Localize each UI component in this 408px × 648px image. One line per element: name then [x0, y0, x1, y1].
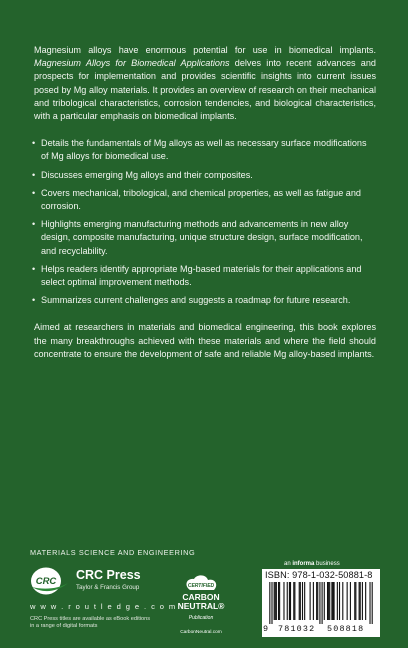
barcode-bar: [275, 582, 276, 620]
isbn-text: ISBN: 978-1-032-50881-8: [265, 570, 373, 580]
barcode-bar: [302, 582, 303, 620]
barcode-bar: [317, 582, 318, 620]
barcode-bar: [342, 582, 343, 620]
publisher-name: CRC Press: [76, 568, 141, 582]
barcode-bar: [362, 582, 363, 620]
publisher-url: w w w . r o u t l e d g e . c o m: [30, 602, 177, 611]
blurb: [34, 44, 376, 361]
crc-logo-icon: [30, 566, 70, 596]
barcode-bar: [369, 582, 370, 624]
list-item-text: Details the fundamentals of Mg alloys as well as necessary surface modifications of Mg alloys for biomedical use.: [41, 138, 367, 162]
list-item-text: Covers mechanical, tribological, and chemical properties, as well as fatigue and corrosion.: [41, 187, 361, 212]
barcode-bar: [365, 582, 366, 620]
bullet-dot: •: [32, 295, 36, 306]
barcode-bar: [322, 582, 323, 624]
barcode-digits-right: 508818: [327, 624, 365, 634]
barcode-bar: [350, 582, 351, 620]
barcode-bar: [355, 582, 356, 620]
list-item-text: Discusses emerging Mg alloys and their composites.: [41, 169, 253, 180]
list-item: [34, 294, 376, 307]
barcode-digits-left: 781032: [278, 624, 316, 634]
neutral-word: NEUTRAL®: [177, 601, 225, 611]
intro-lead: Magnesium alloys have enormous potential for use in biomedical implants.: [34, 45, 376, 55]
carbon-website: CarbonNeutral.com: [180, 630, 222, 635]
list-item: [34, 218, 376, 258]
barcode-bar: [332, 582, 333, 620]
barcode-bar: [278, 582, 279, 620]
barcode-bar: [354, 582, 355, 620]
carbon-word: CARBON: [182, 592, 220, 602]
subject-category: MATERIALS SCIENCE AND ENGINEERING: [30, 548, 196, 557]
intro-paragraph: [34, 44, 376, 123]
barcode-bar: [319, 582, 320, 624]
barcode-bar: [274, 582, 275, 620]
barcode-bar: [293, 582, 294, 620]
bullet-dot: •: [32, 169, 36, 180]
carbon-neutral-logo-icon: [160, 572, 242, 638]
list-item-text: Summarizes current challenges and suggests a roadmap for future research.: [41, 295, 351, 306]
barcode-bar: [294, 582, 295, 620]
barcode-bar: [276, 582, 277, 620]
ebook-note: CRC Press titles are available as eBook editions in a range of digital formats: [30, 616, 151, 630]
barcode-bar: [334, 582, 335, 620]
list-item: [34, 169, 376, 182]
bullet-dot: •: [32, 138, 36, 149]
list-item: [34, 137, 376, 163]
barcode-bar: [337, 582, 338, 620]
publisher-group: Taylor & Francis Group: [76, 584, 140, 591]
crc-logo-text: CRC: [35, 576, 57, 587]
barcode-bar: [329, 582, 330, 620]
barcode-bar: [324, 582, 325, 620]
barcode-bar: [310, 582, 311, 620]
barcode-bar: [313, 582, 314, 620]
barcode-bar: [287, 582, 288, 620]
barcode-bar: [299, 582, 300, 620]
barcode-bar: [360, 582, 361, 620]
barcode-bar: [331, 582, 332, 620]
intro-rest: delves into recent advances and prospects for implementation and provides scientific insights into current issues posed by Mg alloy materials. It provides an overview of research on their mechanical and tribological characteristics, corrosion tendencies, and biological characteristics, with a particular emphasis on biomedical implants.: [34, 58, 376, 122]
informa-prefix: an: [284, 561, 293, 567]
book-title: Magnesium Alloys for Biomedical Applications: [34, 58, 230, 69]
barcode-digit-lead: 9: [263, 624, 269, 634]
barcode-bar: [347, 582, 348, 620]
informa-brand: informa: [292, 561, 315, 567]
feature-list: [34, 137, 376, 307]
informa-suffix: business: [314, 561, 340, 567]
carbon-publication-text: Publication: [188, 615, 214, 621]
barcode-bar: [328, 582, 329, 620]
barcode-bars: [266, 582, 376, 624]
barcode-bar: [304, 582, 305, 620]
barcode-bar: [271, 582, 272, 624]
barcode-bar: [279, 582, 280, 620]
barcode-panel: [262, 569, 380, 637]
list-item: [34, 187, 376, 213]
barcode-bar: [327, 582, 328, 620]
barcode-bar: [372, 582, 373, 624]
list-item-text: Highlights emerging manufacturing methods and advancements in new alloy design, composite manufacturing, unique structure design, surface modification, and recyclability.: [41, 219, 363, 256]
carbon-certified-text: CERTIFIED: [187, 583, 215, 589]
list-item: [34, 263, 376, 289]
informa-business: [284, 561, 340, 567]
barcode-bar: [289, 582, 290, 620]
bullet-dot: •: [32, 263, 36, 274]
closing-paragraph: Aimed at researchers in materials and biomedical engineering, this book explores the many breakthroughs achieved with these materials and where the field should concentrate to ensure the development of safe and reliable Mg alloy-based implants.: [34, 322, 376, 359]
barcode-bar: [300, 582, 301, 620]
barcode-bar: [339, 582, 340, 620]
bullet-dot: •: [32, 187, 36, 198]
barcode-bar: [290, 582, 291, 620]
list-item-text: Helps readers identify appropriate Mg-based materials for their applications and select optimal improvement methods.: [41, 263, 362, 288]
bullet-dot: •: [32, 219, 36, 230]
barcode-bar: [283, 582, 284, 620]
barcode-bar: [316, 582, 317, 620]
barcode-bar: [359, 582, 360, 620]
barcode-bar: [269, 582, 270, 624]
